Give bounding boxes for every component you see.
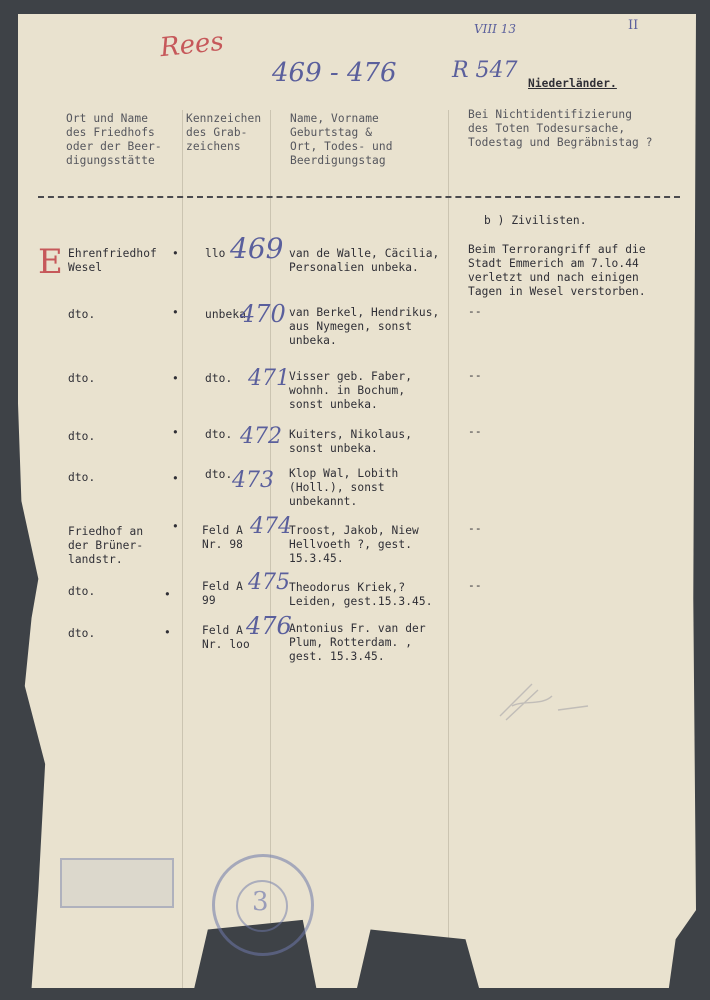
row-tick: • bbox=[172, 520, 179, 533]
row-note: -- bbox=[468, 305, 482, 318]
row-place: dto. bbox=[68, 471, 96, 484]
row-handwritten-number: 470 bbox=[240, 300, 286, 328]
handwritten-place: Rees bbox=[158, 26, 226, 64]
row-handwritten-number: 476 bbox=[246, 612, 292, 640]
row-grave: unbeka. bbox=[205, 308, 253, 321]
column-header-name: Name, Vorname Geburtstag & Ort, Todes- und Beerdigungstag bbox=[290, 112, 393, 167]
row-grave: Feld A Nr. 98 bbox=[202, 524, 244, 551]
row-tick: • bbox=[172, 372, 179, 385]
row-name: Visser geb. Faber, wohnh. in Bochum, sonst unbeka. bbox=[289, 370, 413, 411]
row-place: Ehrenfriedhof Wesel bbox=[68, 247, 157, 274]
row-handwritten-number: 474 bbox=[250, 514, 292, 539]
row-name: van Berkel, Hendrikus, aus Nymegen, sonst unbeka. bbox=[289, 306, 440, 347]
handwritten-ref: R 547 bbox=[452, 58, 518, 83]
row-name: Kuiters, Nikolaus, sonst unbeka. bbox=[289, 428, 413, 455]
row-grave: dto. bbox=[205, 428, 233, 441]
column-header-grave: Kennzeichen des Grab- zeichens bbox=[186, 112, 262, 153]
row-note: -- bbox=[468, 425, 482, 438]
row-tick: • bbox=[172, 247, 179, 260]
row-place: dto. bbox=[68, 372, 96, 385]
column-rule bbox=[182, 110, 183, 988]
row-place: dto. bbox=[68, 308, 96, 321]
row-grave: llo bbox=[205, 247, 226, 260]
row-tick: • bbox=[164, 626, 171, 639]
row-handwritten-number: 473 bbox=[232, 468, 274, 493]
column-header-place: Ort und Name des Friedhofs oder der Beer- digungsstätte bbox=[66, 112, 162, 167]
column-header-note: Bei Nichtidentifizierung des Toten Todesursache, Todestag und Begräbnistag ? bbox=[468, 108, 653, 149]
row-place: Friedhof an der Brüner- landstr. bbox=[68, 525, 144, 566]
row-name: Theodorus Kriek,? Leiden, gest.15.3.45. bbox=[289, 581, 433, 608]
row-grave: Feld A Nr. loo bbox=[202, 624, 250, 651]
row-place: dto. bbox=[68, 430, 96, 443]
top-code: VIII 13 bbox=[474, 22, 516, 36]
row-grave: dto. bbox=[205, 372, 233, 385]
row-tick: • bbox=[172, 306, 179, 319]
column-rule bbox=[448, 110, 449, 988]
row-tick: • bbox=[164, 588, 171, 601]
row-note: Beim Terrorangriff auf die Stadt Emmerich am 7.lo.44 verletzt und nach einigen Tagen in Wesel verstorben. bbox=[468, 243, 646, 298]
row-name: Antonius Fr. van der Plum, Rotterdam. , gest. 15.3.45. bbox=[289, 622, 426, 663]
section-heading: b ) Zivilisten. bbox=[484, 214, 587, 227]
page-number: II bbox=[628, 18, 639, 33]
row-place: dto. bbox=[68, 627, 96, 640]
header-separator bbox=[38, 196, 680, 198]
row-tick: • bbox=[172, 472, 179, 485]
nationality-heading: Niederländer. bbox=[528, 77, 617, 90]
row-note: -- bbox=[468, 522, 482, 535]
row-name: Klop Wal, Lobith (Holl.), sonst unbekannt. bbox=[289, 467, 399, 508]
stamp-number: 3 bbox=[252, 887, 269, 917]
row-tick: • bbox=[172, 426, 179, 439]
row-handwritten-number: 471 bbox=[248, 366, 290, 391]
margin-mark: E bbox=[38, 242, 63, 282]
row-handwritten-number: 469 bbox=[230, 232, 284, 265]
row-place: dto. bbox=[68, 585, 96, 598]
row-handwritten-number: 475 bbox=[248, 570, 290, 595]
row-note: -- bbox=[468, 579, 482, 592]
row-note: -- bbox=[468, 369, 482, 382]
archive-stamp bbox=[60, 858, 174, 908]
row-grave: dto. bbox=[205, 468, 233, 481]
row-grave: Feld A 99 bbox=[202, 580, 244, 607]
pencil-scribble-icon bbox=[492, 676, 602, 736]
row-handwritten-number: 472 bbox=[240, 424, 282, 449]
row-name: Troost, Jakob, Niew Hellvoeth ?, gest. 15.3.45. bbox=[289, 524, 419, 565]
row-name: van de Walle, Cäcilia, Personalien unbeka. bbox=[289, 247, 440, 274]
handwritten-range: 469 - 476 bbox=[272, 58, 397, 88]
